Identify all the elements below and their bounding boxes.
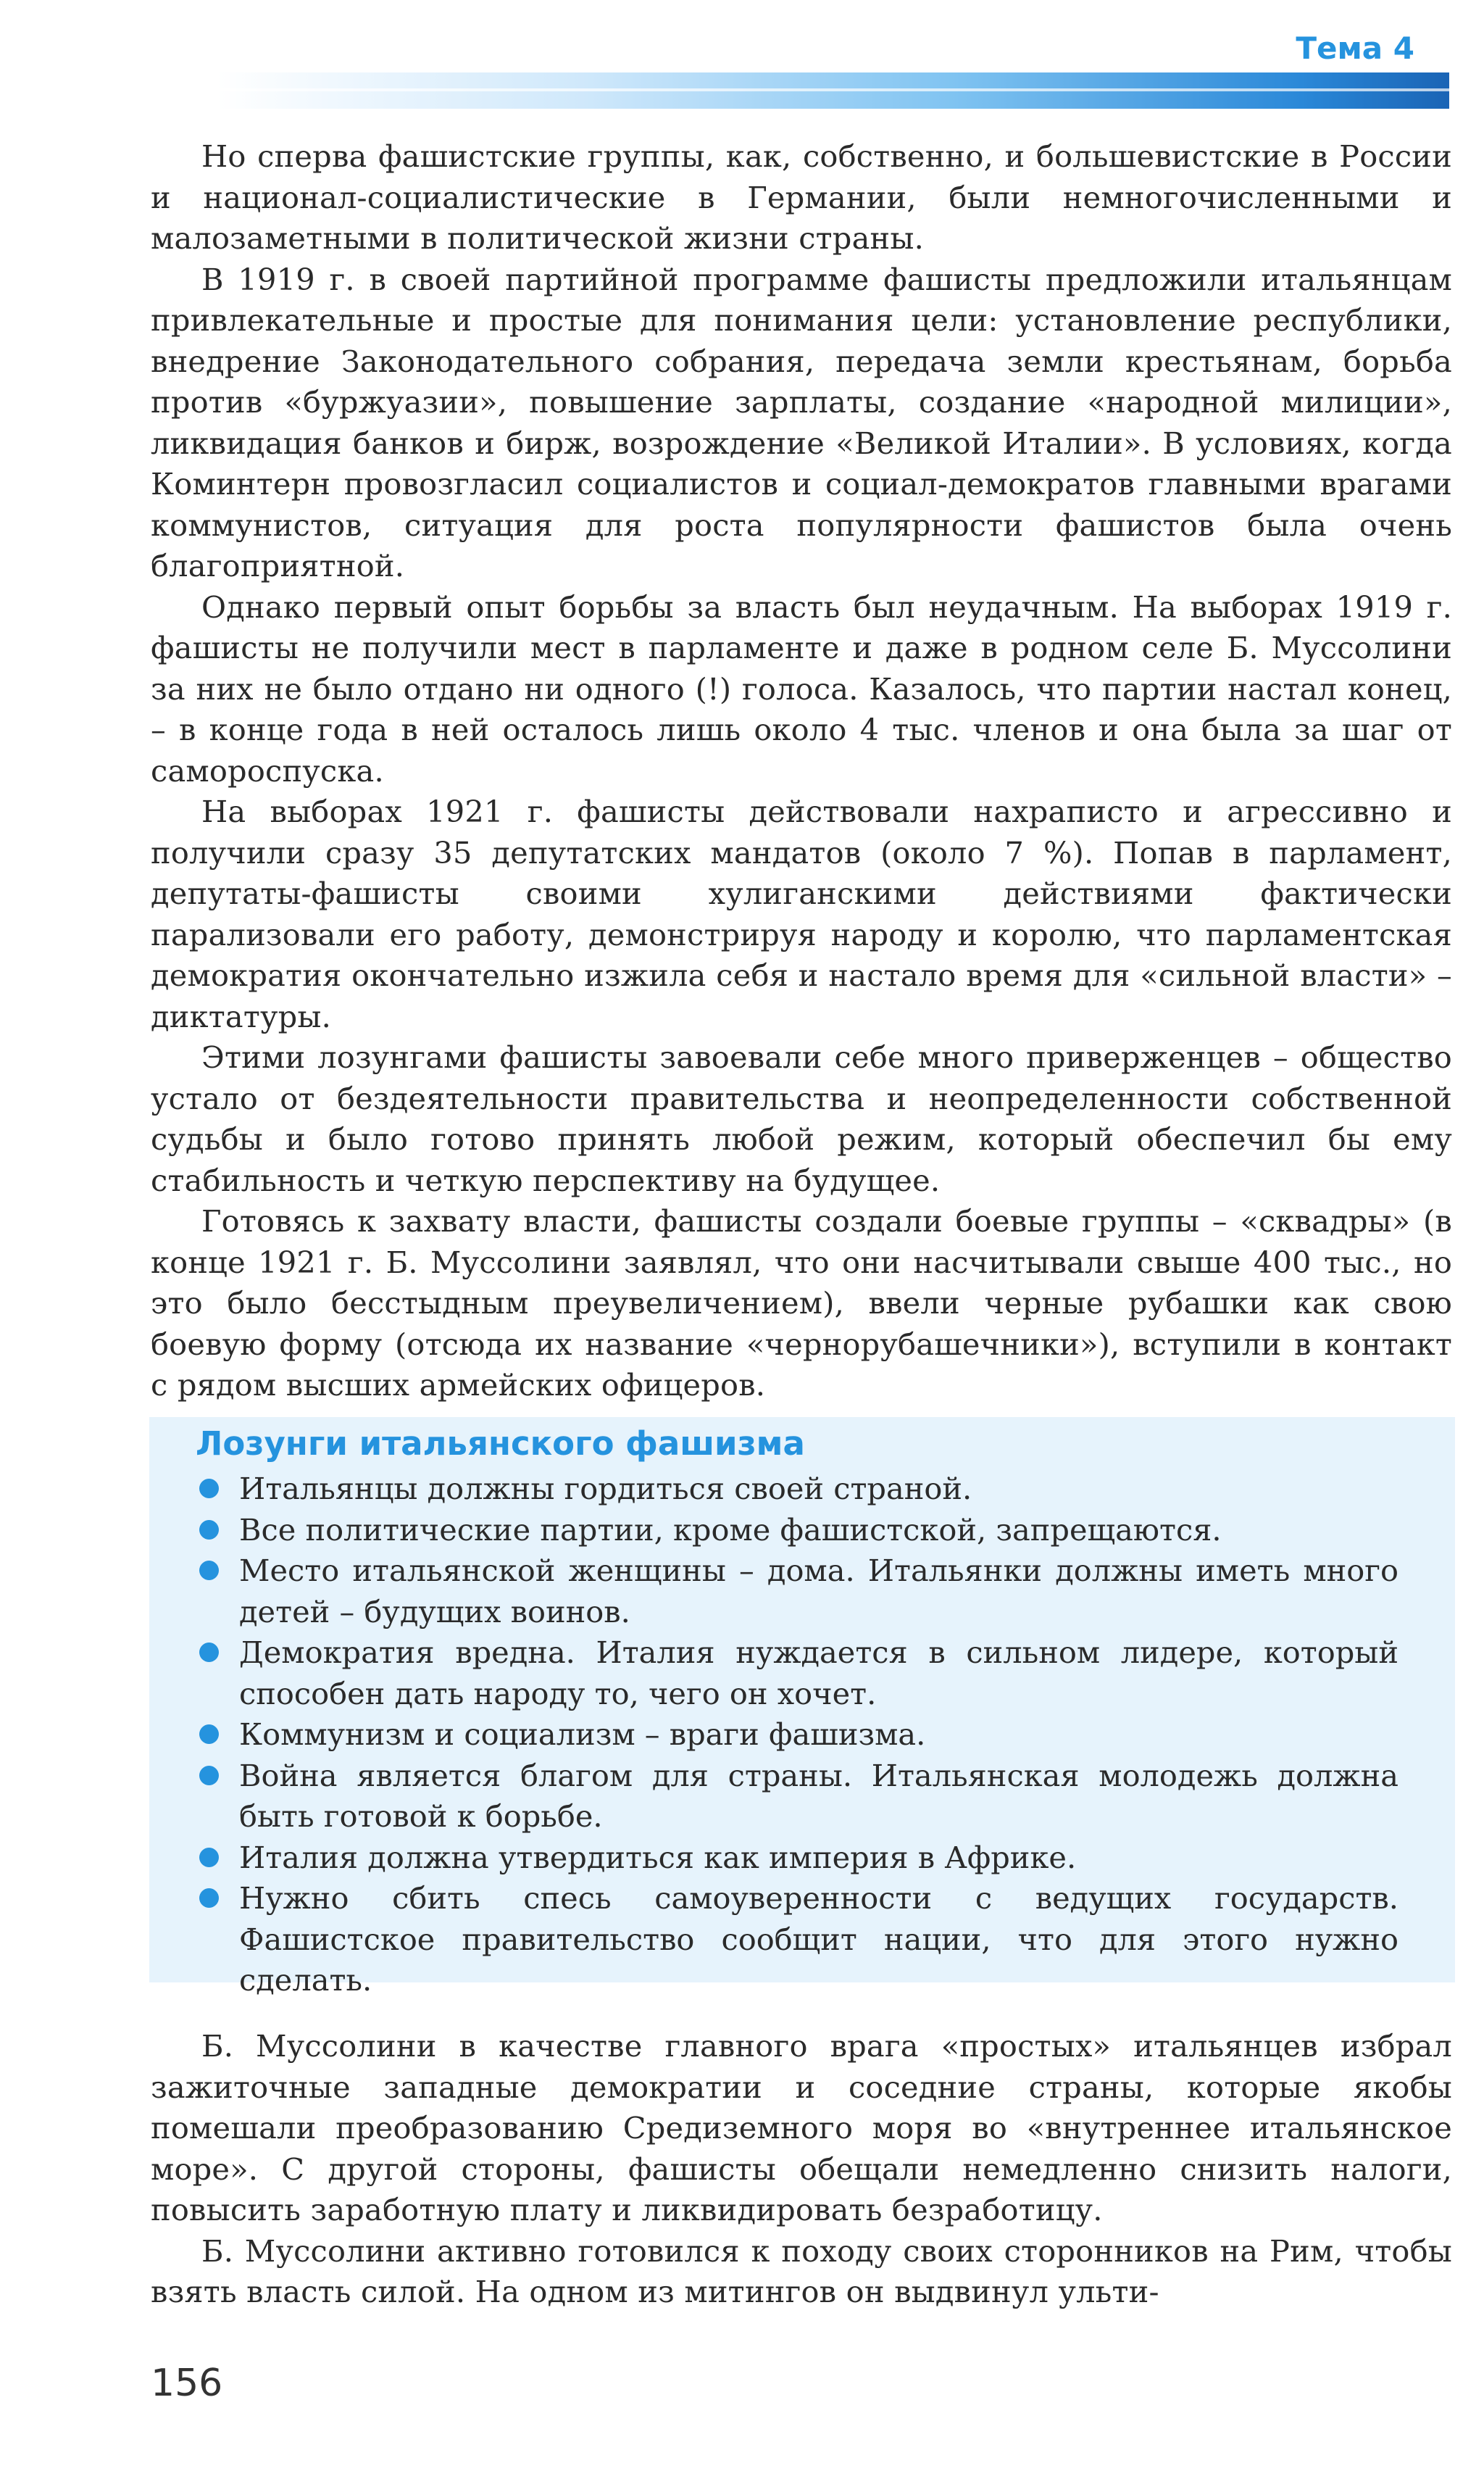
slogan-text: Место итальянской женщины – дома. Итальянки должны иметь много детей – будущих воинов.	[239, 1553, 1398, 1629]
slogan-text: Война является благом для страны. Итальянская молодежь должна быть готовой к борьбе.	[239, 1757, 1398, 1834]
slogan-text: Италия должна утвердиться как империя в Африке.	[239, 1839, 1077, 1875]
slogans-box-title: Лозунги итальянского фашизма	[196, 1424, 805, 1463]
paragraph: Б. Муссолини активно готовился к походу своих сторонников на Рим, чтобы взять власть силой. На одном из митингов он выдвинул ульти-	[151, 2233, 1452, 2309]
slogan-item	[196, 1756, 1398, 1837]
slogans-list	[196, 1469, 1398, 2001]
slogan-item	[196, 1550, 1398, 1632]
bullet-icon	[199, 1479, 219, 1498]
slogan-item	[196, 1878, 1398, 2001]
main-text-bottom	[151, 2026, 1452, 2313]
main-text-top	[151, 136, 1452, 1406]
slogan-item	[196, 1632, 1398, 1714]
slogan-item	[196, 1469, 1398, 1510]
paragraph: Б. Муссолини в качестве главного врага «простых» итальянцев избрал зажиточные западные демократии и соседние страны, которые якобы помешали преобразованию Средиземного моря во «внутреннее итальянское море». С другой стороны, фашисты обещали немедленно снизить налоги, повысить заработную плату и ликвидировать безработицу.	[151, 2028, 1452, 2227]
paragraph: На выборах 1921 г. фашисты действовали нахраписто и агрессивно и получили сразу 35 депутатских мандатов (около 7 %). Попав в парламент, депутаты-фашисты своими хулиганскими действиями фактически парализовали его работу, демонстрируя народу и королю, что парламентская демократия окончательно изжила себя и настало время для «сильной власти» – диктатуры.	[151, 794, 1452, 1034]
paragraph: Однако первый опыт борьбы за власть был неудачным. На выборах 1919 г. фашисты не получили мест в парламенте и даже в родном селе Б. Муссолини за них не было отдано ни одного (!) голоса. Казалось, что партии настал конец, – в конце года в ней осталось лишь около 4 тыс. членов и она была за шаг от самороспуска.	[151, 589, 1452, 789]
slogan-text: Итальянцы должны гордиться своей страной.	[239, 1471, 972, 1506]
slogan-text: Нужно сбить спесь самоуверенности с ведущих государств. Фашистское правительство сообщит нации, что для этого нужно сделать.	[239, 1880, 1398, 1998]
paragraph: Готовясь к захвату власти, фашисты создали боевые группы – «сквадры» (в конце 1921 г. Б. Муссолини заявлял, что они насчитывали свыше 400 тыс., но это было бесстыдным преувеличением), ввели черные рубашки как свою боевую форму (отсюда их название «чернорубашечники»), вступили в контакт с рядом высших армейских офицеров.	[151, 1203, 1452, 1403]
slogan-item	[196, 1510, 1398, 1551]
slogan-text: Демократия вредна. Италия нуждается в сильном лидере, который способен дать народу то, чего он хочет.	[239, 1635, 1398, 1711]
bullet-icon	[199, 1724, 219, 1744]
bullet-icon	[199, 1888, 219, 1908]
bullet-icon	[199, 1848, 219, 1867]
bullet-icon	[199, 1643, 219, 1662]
slogan-text: Все политические партии, кроме фашистской, запрещаются.	[239, 1511, 1222, 1548]
bullet-icon	[199, 1561, 219, 1580]
slogan-text: Коммунизм и социализм – враги фашизма.	[239, 1716, 926, 1752]
topic-label: Тема 4	[1296, 30, 1414, 66]
bullet-icon	[199, 1520, 219, 1540]
paragraph: Этими лозунгами фашисты завоевали себе много приверженцев – общество устало от бездеятельности правительства и неопределенности собственной судьбы и было готово принять любой режим, который обеспечил бы ему стабильность и четкую перспективу на будущее.	[151, 1039, 1452, 1198]
paragraph: В 1919 г. в своей партийной программе фашисты предложили итальянцам привлекательные и простые для понимания цели: установление республики, внедрение Законодательного собрания, передача земли крестьянам, борьба против «буржуазии», повышение зарплаты, создание «народной милиции», ликвидация банков и бирж, возрождение «Великой Италии». В условиях, когда Коминтерн провозгласил социалистов и социал-демократов главными врагами коммунистов, ситуация для роста популярности фашистов была очень благоприятной.	[151, 261, 1452, 584]
page-number: 156	[151, 2362, 223, 2405]
header-decorative-band	[217, 72, 1449, 109]
paragraph: Но сперва фашистские группы, как, собственно, и большевистские в России и национал-социалистические в Германии, были немногочисленными и малозаметными в политической жизни страны.	[151, 138, 1452, 256]
bullet-icon	[199, 1766, 219, 1785]
slogan-item	[196, 1714, 1398, 1756]
slogan-item	[196, 1837, 1398, 1879]
